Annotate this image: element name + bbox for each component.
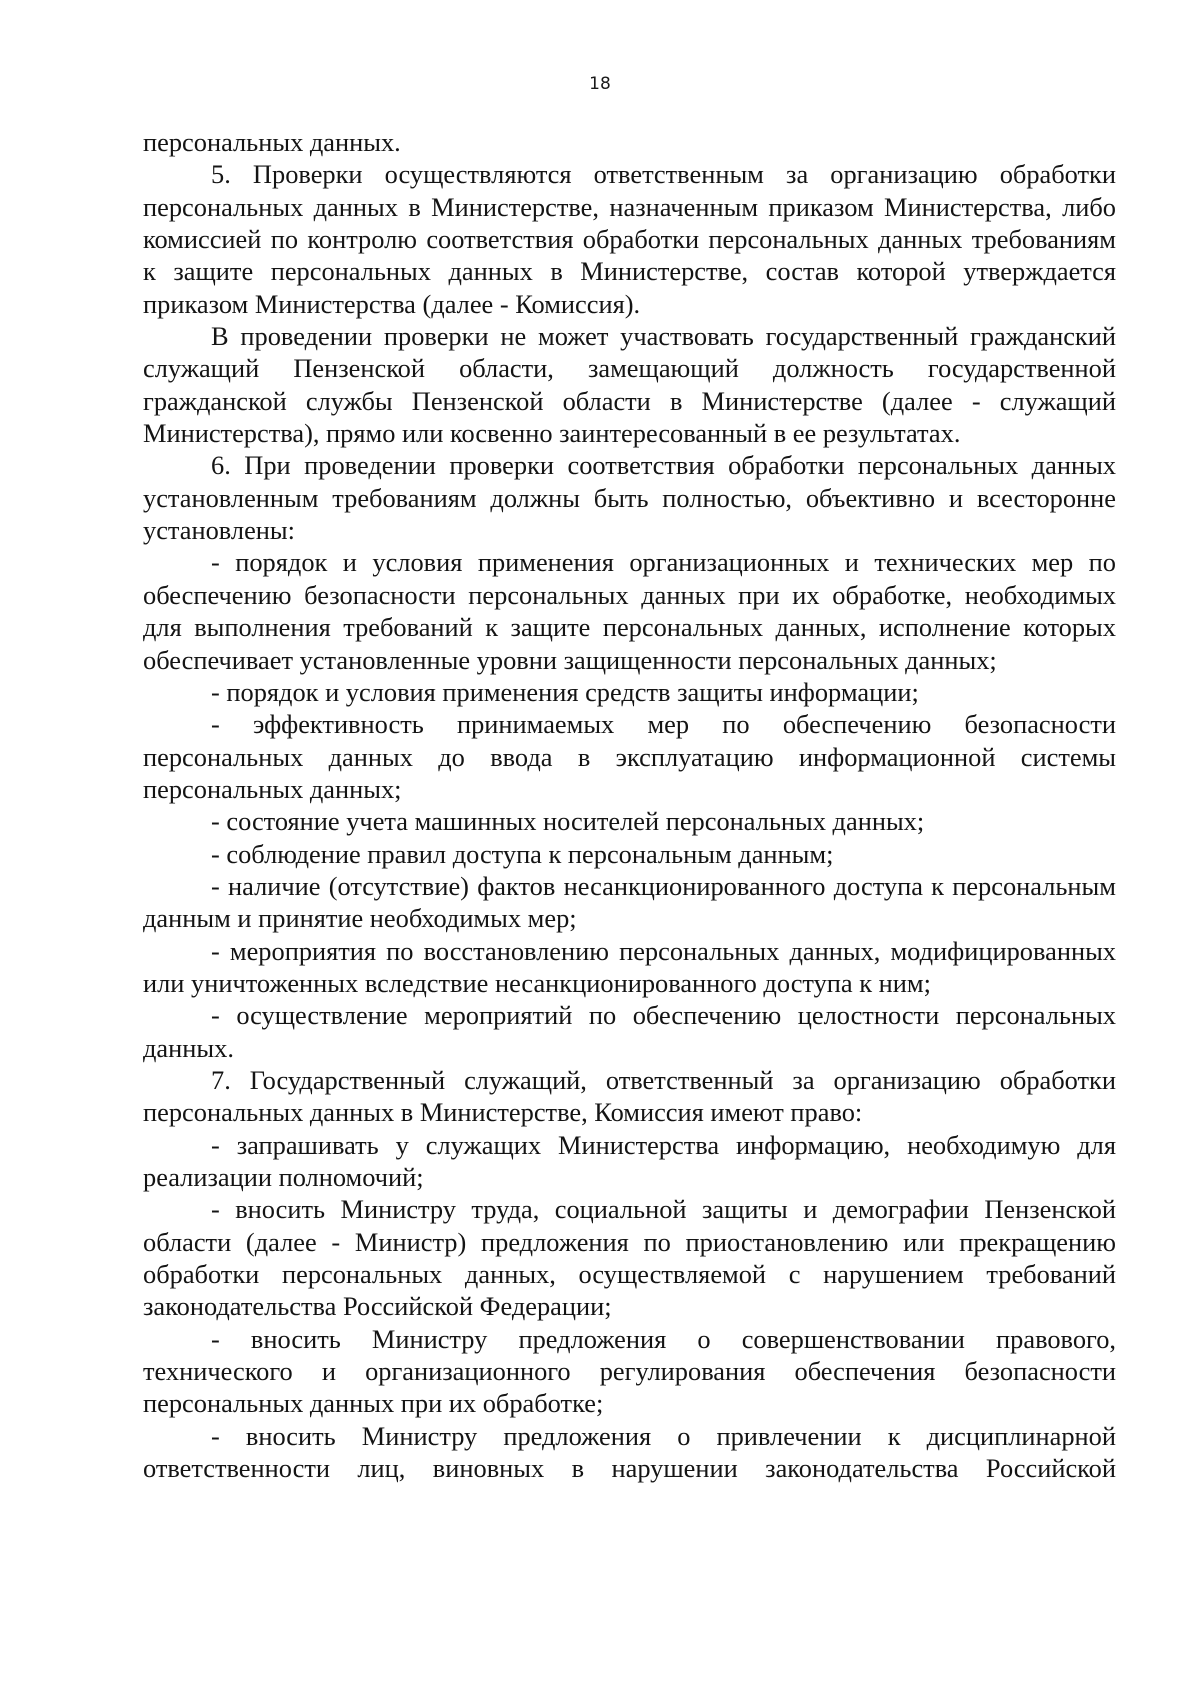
paragraph: - вносить Министру труда, социальной защиты и демографии Пензенской области (далее - Министр) предложения по приостановлению или прекращению обработки персональных данных, осуществляемой с нарушением требований законодательства Российской Федерации; [143, 1194, 1116, 1322]
paragraph: персональных данных. [143, 127, 401, 157]
paragraph: - порядок и условия применения организационных и технических мер по обеспечению безопасности персональных данных при их обработке, необходимых для выполнения требований к защите персональных данных, исполнение которых обеспечивает установленные уровни защищенности персональных данных; [143, 547, 1116, 675]
paragraph: 6. При проведении проверки соответствия обработки персональных данных установленным требованиям должны быть полностью, объективно и всесторонне установлены: [143, 450, 1116, 546]
paragraph: - эффективность принимаемых мер по обеспечению безопасности персональных данных до ввода в эксплуатацию информационной системы персональных данных; [143, 709, 1116, 804]
paragraph: - наличие (отсутствие) фактов несанкционированного доступа к персональным данным и принятие необходимых мер; [143, 870, 1116, 934]
paragraph: - вносить Министру предложения о привлечении к дисциплинарной ответственности лиц, виновных в нарушении законодательства Российской [143, 1420, 1116, 1484]
paragraph: - осуществление мероприятий по обеспечению целостности персональных данных. [143, 1000, 1116, 1063]
paragraph: - порядок и условия применения средств защиты информации; [211, 676, 919, 707]
document-body [143, 126, 1116, 1484]
paragraph: В проведении проверки не может участвовать государственный гражданский служащий Пензенской области, замещающий должность государственной гражданской службы Пензенской области в Министерстве (далее - служащий Министерства), прямо или косвенно заинтересованный в ее результатах. [143, 321, 1116, 449]
page-number: 18 [589, 74, 611, 94]
paragraph: - соблюдение правил доступа к персональным данным; [211, 838, 834, 869]
paragraph: 5. Проверки осуществляются ответственным за организацию обработки персональных данных в Министерстве, назначенным приказом Министерства, либо комиссией по контролю соответствия обработки персональных данных требованиям к защите персональных данных в Министерстве, состав которой утверждается приказом Министерства (далее - Комиссия). [143, 159, 1116, 319]
paragraph: - мероприятия по восстановлению персональных данных, модифицированных или уничтоженных вследствие несанкционированного доступа к ним; [143, 935, 1116, 998]
paragraph: - вносить Министру предложения о совершенствовании правового, технического и организационного регулирования обеспечения безопасности персональных данных при их обработке; [143, 1323, 1116, 1419]
paragraph: 7. Государственный служащий, ответственный за организацию обработки персональных данных в Министерстве, Комиссия имеют право: [143, 1064, 1116, 1128]
paragraph: - состояние учета машинных носителей персональных данных; [211, 806, 925, 837]
paragraph: - запрашивать у служащих Министерства информацию, необходимую для реализации полномочий; [143, 1129, 1116, 1192]
